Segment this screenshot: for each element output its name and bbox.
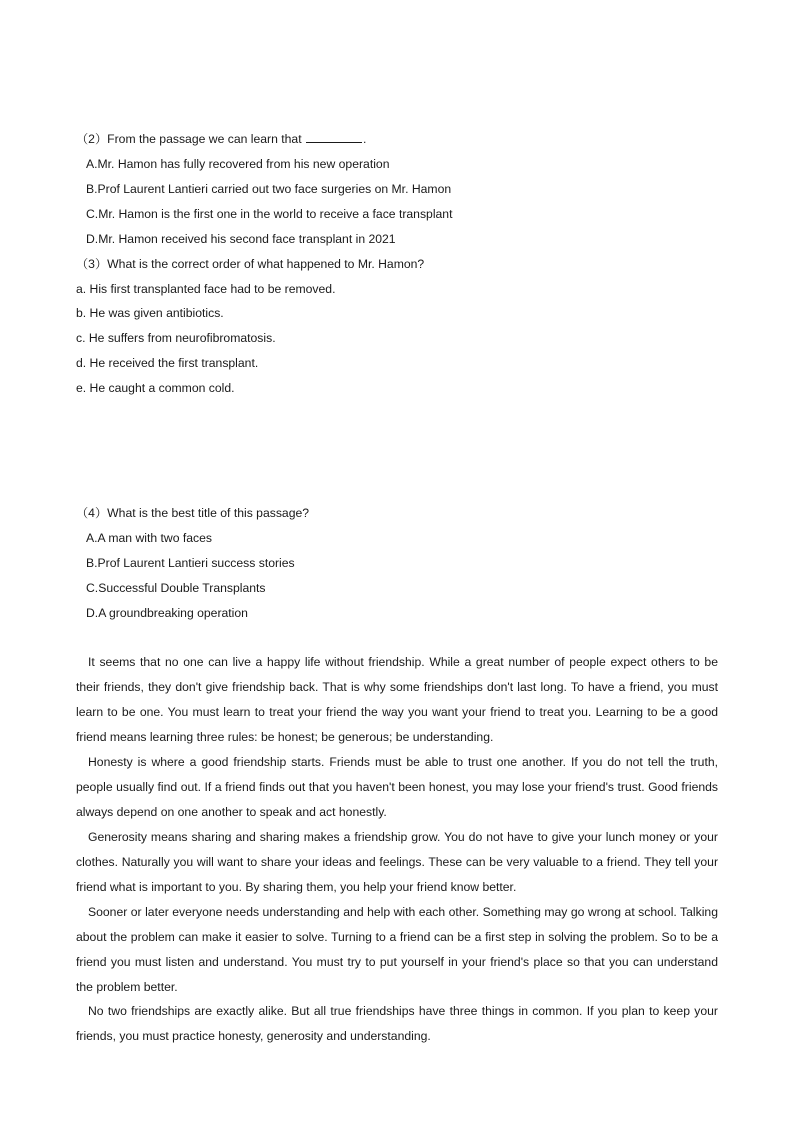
question-2-stem [76,131,366,147]
question-4-option-d: D.A groundbreaking operation [86,606,248,620]
question-2-option-d: D.Mr. Hamon received his second face transplant in 2021 [86,232,396,246]
question-2-option-b: B.Prof Laurent Lantieri carried out two face surgeries on Mr. Hamon [86,182,452,196]
passage-paragraph-5: No two friendships are exactly alike. But all true friendships have three things in common. If you plan to keep your friends, you must practice honesty, generosity and understanding. [76,1004,718,1043]
question-2-option-a: A.Mr. Hamon has fully recovered from his new operation [86,157,390,171]
answer-blank [306,131,362,143]
question-2-period: . [362,132,367,146]
question-3-number: （3） [76,257,108,271]
question-3-item-c: c. He suffers from neurofibromatosis. [76,331,276,345]
question-3-item-e: e. He caught a common cold. [76,381,235,395]
question-4-option-b: B.Prof Laurent Lantieri success stories [86,556,295,570]
question-3-text: What is the correct order of what happened to Mr. Hamon? [107,257,425,271]
question-4-number: （4） [76,506,108,520]
question-4-text: What is the best title of this passage? [107,506,310,520]
question-2-text: From the passage we can learn that [107,132,302,146]
question-4-option-c: C.Successful Double Transplants [86,581,266,595]
question-4-option-a: A.A man with two faces [86,531,212,545]
question-4-stem [76,505,309,521]
passage-paragraph-3: Generosity means sharing and sharing makes a friendship grow. You do not have to give your lunch money or your clothes. Naturally you will want to share your ideas and feelings. These can be very valuable to a friend. They tell your friend what is important to you. By sharing them, you help your friend know better. [76,830,718,894]
question-3-stem [76,256,424,272]
question-3-item-b: b. He was given antibiotics. [76,306,224,320]
passage-paragraph-1: It seems that no one can live a happy life without friendship. While a great number of people expect others to be their friends, they don't give friendship back. That is why some friendships don't last long. To have a friend, you must learn to be one. You must learn to treat your friend the way you want your friend to treat you. Learning to be a good friend means learning three rules: be honest; be generous; be understanding. [76,655,718,744]
question-2-number: （2） [76,132,108,146]
question-2-option-c: C.Mr. Hamon is the first one in the world to receive a face transplant [86,207,453,221]
passage-paragraph-2: Honesty is where a good friendship starts. Friends must be able to trust one another. If you do not tell the truth, people usually find out. If a friend finds out that you haven't been honest, you may lose your friend's trust. Good friends always depend on one another to speak and act honestly. [76,755,718,819]
question-3-item-a: a. His first transplanted face had to be removed. [76,282,336,296]
passage-paragraph-4: Sooner or later everyone needs understanding and help with each other. Something may go wrong at school. Talking about the problem can make it easier to solve. Turning to a friend can be a first step in solving the problem. So to be a friend you must listen and understand. You must try to put yourself in your friend's place so that you can understand the problem better. [76,905,718,994]
question-3-item-d: d. He received the first transplant. [76,356,259,370]
